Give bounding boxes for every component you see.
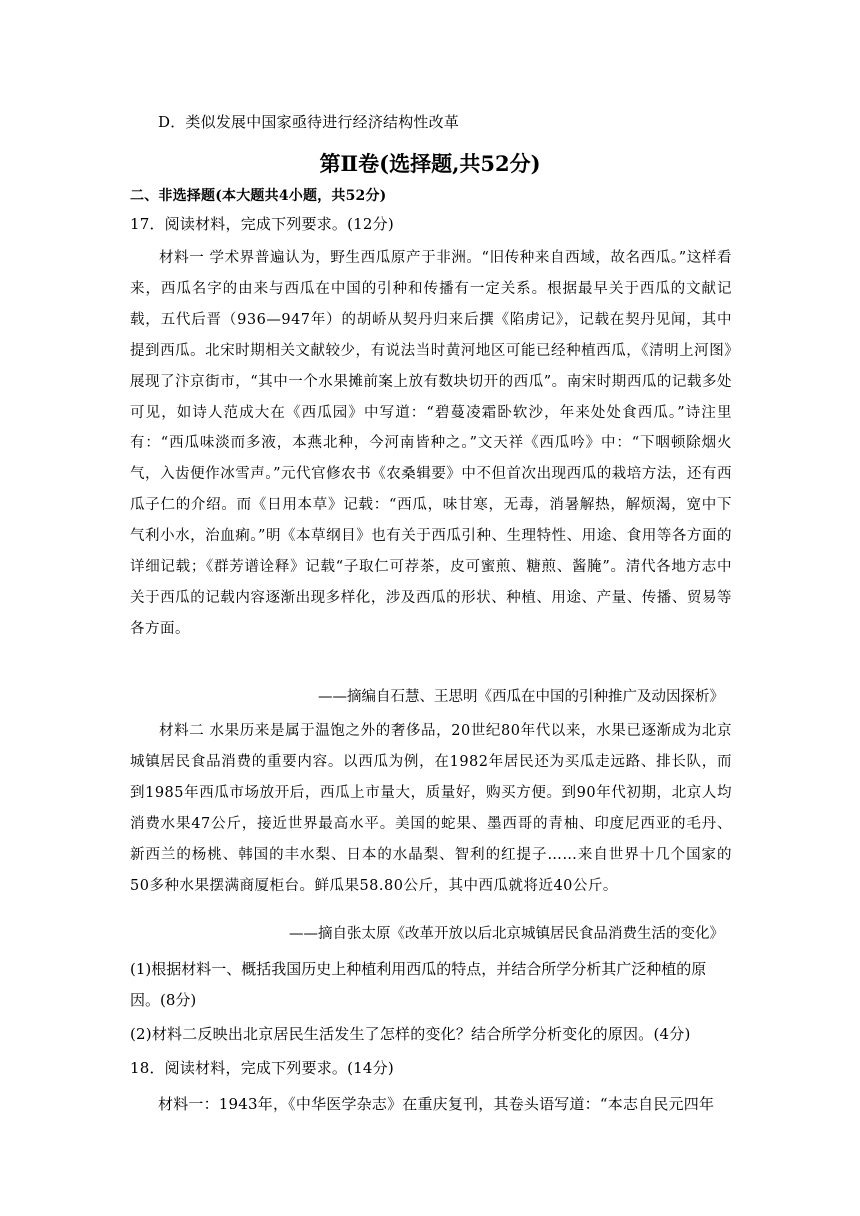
section-title: 第Ⅱ卷(选择题,共52分) <box>319 151 541 176</box>
question-17-material-2: 材料二 水果历来是属于温饱之外的奢侈品，20世纪80年代以来，水果已逐渐成为北京城镇居民食品消费的重要内容。以西瓜为例，在1982年居民还为买瓜走远路、排长队，而到1985年西瓜市场放开后，西瓜上市量大，质量好，购买方便。到90年代初期，北京人均消费水果47公斤，接近世界最高水平。美国的蛇果、墨西哥的青柚、印度尼西亚的毛丹、新西兰的杨桃、韩国的丰水梨、日本的水晶梨、智利的红提子……来自世界十几个国家的50多种水果摆满商厦柜台。鲜瓜果58.80公斤，其中西瓜就将近40公斤。 <box>130 723 732 894</box>
option-d: D．类似发展中国家亟待进行经济结构性改革 <box>158 113 460 131</box>
question-17-sub-2: (2)材料二反映出北京居民生活发生了怎样的变化？结合所学分析变化的原因。(4分) <box>130 1025 691 1043</box>
question-18-material-1-start: 材料一：1943年，《中华医学杂志》在重庆复刊，其卷头语写道：“本志自民元四年 <box>158 1095 715 1113</box>
question-17-material-1: 材料一 学术界普遍认为，野生西瓜原产于非洲。“旧传种来自西域，故名西瓜。”这样看来，西瓜名字的由来与西瓜在中国的引种和传播有一定关系。根据最早关于西瓜的文献记载，五代后晋（936—947年）的胡峤从契丹归来后撰《陷虏记》，记载在契丹见闻，其中提到西瓜。北宋时期相关文献较少，有说法当时黄河地区可能已经种植西瓜，《清明上河图》展现了汴京街市，“其中一个水果摊前案上放有数块切开的西瓜”。南宋时期西瓜的记载多处可见，如诗人范成大在《西瓜园》中写道：“碧蔓凌霜卧软沙，年来处处食西瓜。”诗注里有：“西瓜味淡而多液，本燕北种，今河南皆种之。”文天祥《西瓜吟》中：“下咽顿除烟火气，入齿便作冰雪声。”元代官修农书《农桑辑要》中不但首次出现西瓜的栽培方法，还有西瓜子仁的介绍。而《日用本草》记载：“西瓜，味甘寒，无毒，消暑解热，解烦渴，宽中下气利小水，治血痢。”明《本草纲目》也有关于西瓜引种、生理特性、用途、食用等各方面的详细记载；《群芳谱诠释》记载“子取仁可荐茶，皮可蜜煎、糖煎、酱腌”。清代各地方志中关于西瓜的记载内容逐渐出现多样化，涉及西瓜的形状、种植、用途、产量、传播、贸易等各方面。 <box>130 250 732 637</box>
question-17-stem: 17．阅读材料，完成下列要求。(12分) <box>130 215 394 233</box>
section-heading: 二、非选择题(本大题共4小题，共52分) <box>130 188 387 204</box>
question-18-stem: 18．阅读材料，完成下列要求。(14分) <box>130 1059 394 1077</box>
question-17-sub-1: (1)根据材料一、概括我国历史上种植利用西瓜的特点，并结合所学分析其广泛种植的原因。(8分) <box>130 960 707 1009</box>
question-17-source-2: ——摘自张太原《改革开放以后北京城镇居民食品消费生活的变化》 <box>289 926 724 942</box>
question-17-source-1: ——摘编自石慧、王思明《西瓜在中国的引种推广及动因探析》 <box>318 689 724 705</box>
